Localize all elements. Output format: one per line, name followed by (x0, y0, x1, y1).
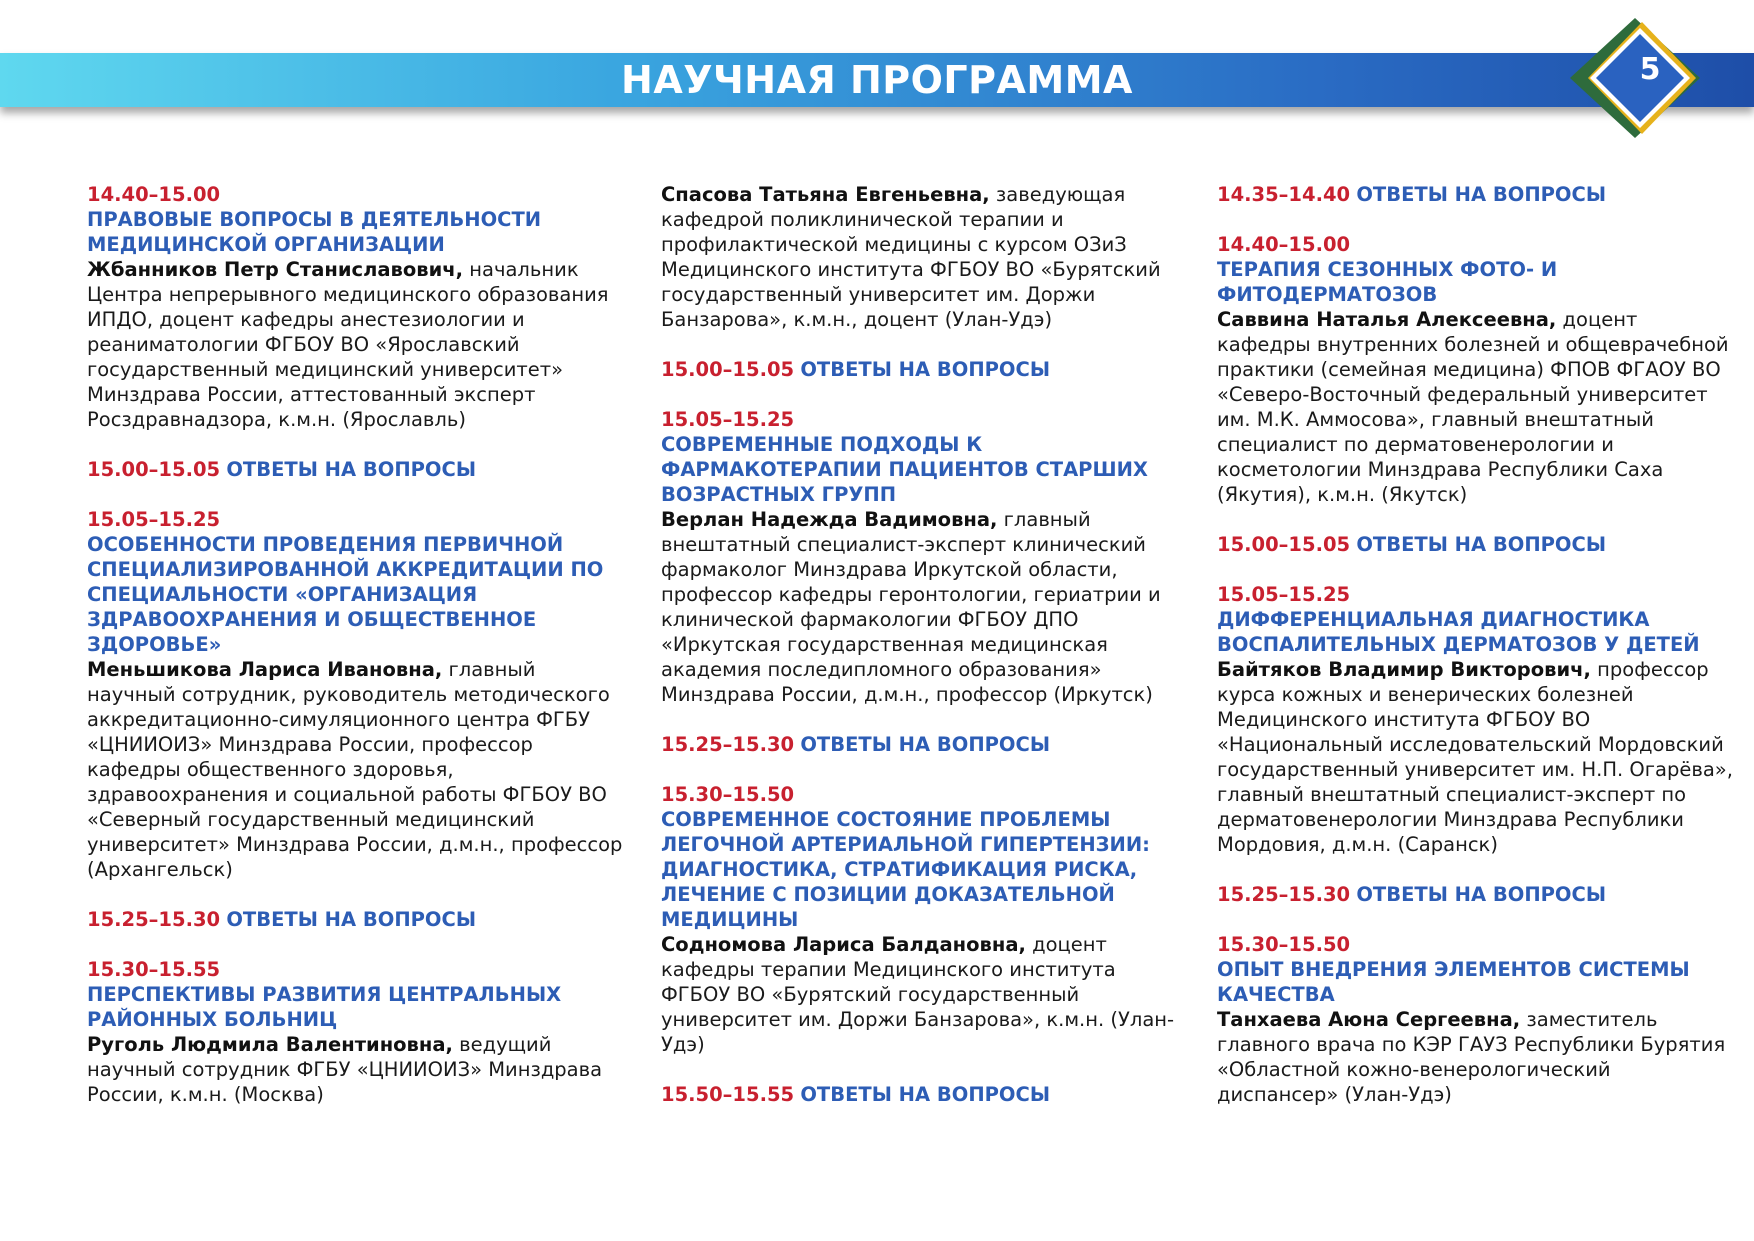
session-time: 15.50–15.55 (661, 1083, 795, 1106)
session-time: 15.25–15.30 (1217, 883, 1351, 906)
speaker-description: ведущий научный сотрудник ФГБУ «ЦНИИОИЗ» Минздрава России, к.м.н. (Москва) (87, 1033, 603, 1106)
program-column-3 (1217, 182, 1737, 1132)
session-time: 14.35–14.40 (1217, 183, 1351, 206)
session-time: 15.30–15.50 (661, 783, 795, 806)
session-title: ОТВЕТЫ НА ВОПРОСЫ (1356, 883, 1607, 906)
session-time: 14.40–15.00 (1217, 233, 1351, 256)
session-time: 15.00–15.05 (1217, 533, 1351, 556)
program-item (661, 782, 1181, 1057)
session-time: 15.00–15.05 (87, 458, 221, 481)
session-title: ОТВЕТЫ НА ВОПРОСЫ (226, 908, 477, 931)
qa-item (661, 732, 1181, 757)
session-title: ПРАВОВЫЕ ВОПРОСЫ В ДЕЯТЕЛЬНОСТИ МЕДИЦИНСКОЙ ОРГАНИЗАЦИИ (87, 208, 542, 256)
header-banner (0, 53, 1754, 107)
session-time: 15.00–15.05 (661, 358, 795, 381)
speaker-description: начальник Центра непрерывного медицинского образования ИПДО, доцент кафедры анестезиологии и реаниматологии ФГБОУ ВО «Ярославский государственный медицинский университет» Минздрава России, аттестованный эксперт Росздравнадзора, к.м.н. (Ярославль) (87, 258, 609, 431)
speaker-description: доцент кафедры терапии Медицинского института ФГБОУ ВО «Бурятский государственный университет им. Доржи Банзарова», к.м.н. (Улан-Удэ) (661, 933, 1175, 1056)
session-time: 15.05–15.25 (87, 508, 221, 531)
qa-item (661, 357, 1181, 382)
session-time: 15.25–15.30 (661, 733, 795, 756)
program-item (661, 407, 1181, 707)
session-time: 15.05–15.25 (661, 408, 795, 431)
program-item (1217, 232, 1737, 507)
session-title: ОПЫТ ВНЕДРЕНИЯ ЭЛЕМЕНТОВ СИСТЕМЫ КАЧЕСТВА (1217, 958, 1690, 1006)
session-title: СОВРЕМЕННЫЕ ПОДХОДЫ К ФАРМАКОТЕРАПИИ ПАЦИЕНТОВ СТАРШИХ ВОЗРАСТНЫХ ГРУПП (661, 433, 1148, 506)
session-time: 15.25–15.30 (87, 908, 221, 931)
speaker-name: Байтяков Владимир Викторович, (1217, 658, 1591, 681)
speaker-name: Верлан Надежда Вадимовна, (661, 508, 998, 531)
speaker-description: доцент кафедры внутренних болезней и общеврачебной практики (семейная медицина) ФПОВ ФГАОУ ВО «Северо-Восточный федеральный университет им. М.К. Аммосова», главный внештатный специалист по дерматовенерологии и косметологии Минздрава Республики Саха (Якутия), к.м.н. (Якутск) (1217, 308, 1729, 506)
session-title: ОТВЕТЫ НА ВОПРОСЫ (800, 733, 1051, 756)
program-item (1217, 932, 1737, 1107)
speaker-description: главный внештатный специалист-эксперт клинический фармаколог Минздрава Иркутской области, профессор кафедры геронтологии, гериатрии и клинической фармакологии ФГБОУ ДПО «Иркутская государственная медицинская академия последипломного образования» Минздрава России, д.м.н., профессор (Иркутск) (661, 508, 1161, 706)
program-item (1217, 582, 1737, 857)
session-time: 15.30–15.55 (87, 958, 221, 981)
program-column-1 (87, 182, 627, 1132)
speaker-description: главный научный сотрудник, руководитель методического аккредитационно-симуляционного центра ФГБУ «ЦНИИОИЗ» Минздрава России, профессор кафедры общественного здоровья, здравоохранения и социальной работы ФГБОУ ВО «Северный государственный медицинский университет» Минздрава России, д.м.н., профессор (Архангельск) (87, 658, 623, 881)
session-title: ОСОБЕННОСТИ ПРОВЕДЕНИЯ ПЕРВИЧНОЙ СПЕЦИАЛИЗИРОВАННОЙ АККРЕДИТАЦИИ ПО СПЕЦИАЛЬНОСТИ «ОРГАНИЗАЦИЯ ЗДРАВООХРАНЕНИЯ И ОБЩЕСТВЕННОЕ ЗДОРОВЬЕ» (87, 533, 604, 656)
program-column-2 (661, 182, 1181, 1132)
session-title: ОТВЕТЫ НА ВОПРОСЫ (800, 1083, 1051, 1106)
page-title: НАУЧНАЯ ПРОГРАММА (621, 58, 1133, 102)
program-item (87, 182, 627, 432)
session-title: ПЕРСПЕКТИВЫ РАЗВИТИЯ ЦЕНТРАЛЬНЫХ РАЙОННЫХ БОЛЬНИЦ (87, 983, 562, 1031)
session-title: ОТВЕТЫ НА ВОПРОСЫ (1356, 183, 1607, 206)
program-item (661, 182, 1181, 332)
speaker-name: Руголь Людмила Валентиновна, (87, 1033, 453, 1056)
speaker-name: Жбанников Петр Станиславович, (87, 258, 464, 281)
program-item (87, 957, 627, 1107)
speaker-description: заместитель главного врача по КЭР ГАУЗ Республики Бурятия «Областной кожно-венерологический диспансер» (Улан-Удэ) (1217, 1008, 1726, 1106)
session-title: ОТВЕТЫ НА ВОПРОСЫ (800, 358, 1051, 381)
speaker-name: Танхаева Аюна Сергеевна, (1217, 1008, 1521, 1031)
session-title: ДИФФЕРЕНЦИАЛЬНАЯ ДИАГНОСТИКА ВОСПАЛИТЕЛЬНЫХ ДЕРМАТОЗОВ У ДЕТЕЙ (1217, 608, 1700, 656)
speaker-description: заведующая кафедрой поликлинической терапии и профилактической медицины с курсом ОЗиЗ Медицинского института ФГБОУ ВО «Бурятский государственный университет им. Доржи Банзарова», к.м.н., доцент (Улан-Удэ) (661, 183, 1161, 331)
program-item (87, 507, 627, 882)
qa-item (1217, 882, 1737, 907)
speaker-description: профессор курса кожных и венерических болезней Медицинского института ФГБОУ ВО «Национальный исследовательский Мордовский государственный университет им. Н.П. Огарёва», главный внештатный специалист-эксперт по дерматовенерологии Минздрава Республики Мордовия, д.м.н. (Саранск) (1217, 658, 1733, 856)
session-title: ТЕРАПИЯ СЕЗОННЫХ ФОТО- И ФИТОДЕРМАТОЗОВ (1217, 258, 1558, 306)
session-title: ОТВЕТЫ НА ВОПРОСЫ (1356, 533, 1607, 556)
page-number: 5 (1639, 52, 1661, 87)
qa-item (87, 457, 627, 482)
qa-item (87, 907, 627, 932)
speaker-name: Саввина Наталья Алексеевна, (1217, 308, 1557, 331)
session-title: СОВРЕМЕННОЕ СОСТОЯНИЕ ПРОБЛЕМЫ ЛЕГОЧНОЙ АРТЕРИАЛЬНОЙ ГИПЕРТЕНЗИИ: ДИАГНОСТИКА, СТРАТИФИКАЦИЯ РИСКА, ЛЕЧЕНИЕ С ПОЗИЦИИ ДОКАЗАТЕЛЬНОЙ МЕДИЦИНЫ (661, 808, 1150, 931)
qa-item (661, 1082, 1181, 1107)
speaker-name: Спасова Татьяна Евгеньевна, (661, 183, 990, 206)
speaker-name: Меньшикова Лариса Ивановна, (87, 658, 443, 681)
qa-item (1217, 532, 1737, 557)
qa-item (1217, 182, 1737, 207)
speaker-name: Содномова Лариса Балдановна, (661, 933, 1026, 956)
session-time: 15.05–15.25 (1217, 583, 1351, 606)
session-time: 14.40–15.00 (87, 183, 221, 206)
session-time: 15.30–15.50 (1217, 933, 1351, 956)
session-title: ОТВЕТЫ НА ВОПРОСЫ (226, 458, 477, 481)
